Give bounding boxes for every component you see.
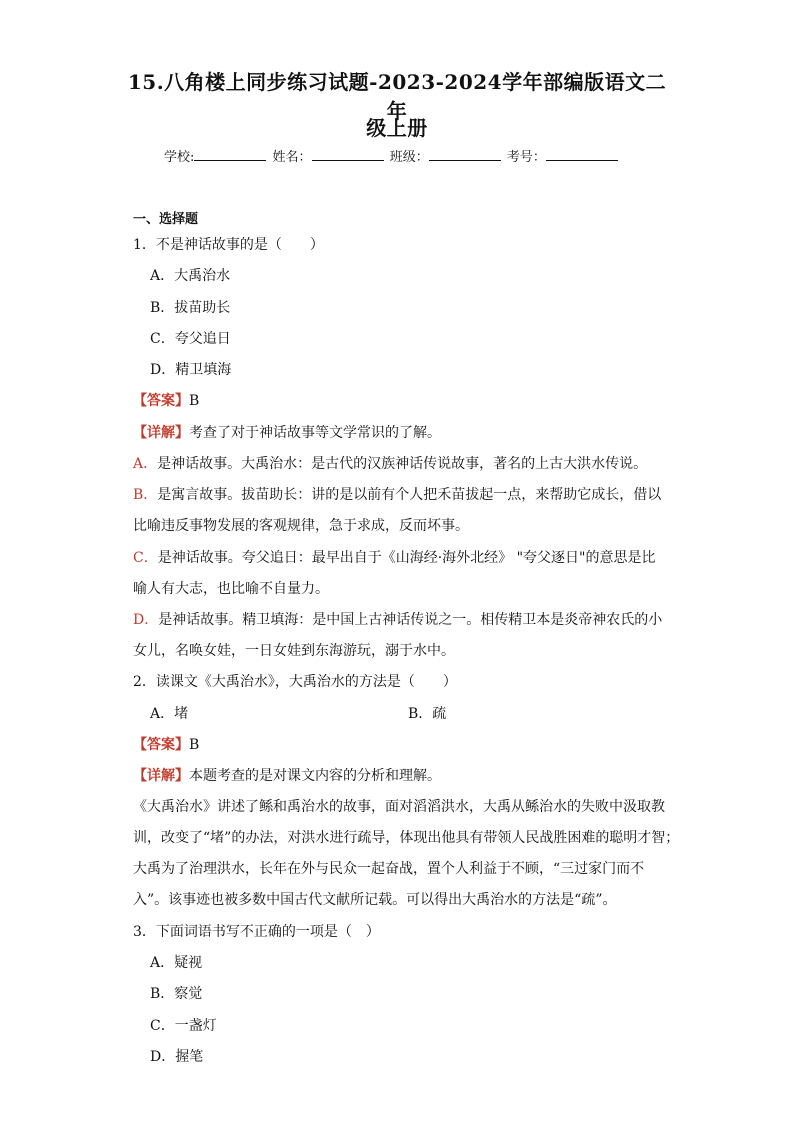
q3-option-c: C．一盏灯 bbox=[150, 1018, 217, 1034]
q2-option-b: B．疏 bbox=[408, 706, 447, 722]
exam-number-blank bbox=[546, 148, 618, 161]
school-blank bbox=[194, 148, 266, 161]
answer-tag: 【答案】 bbox=[133, 737, 189, 753]
q1-explain-b-cont: 比喻违反事物发展的客观规律，急于求成，反而坏事。 bbox=[133, 518, 469, 534]
q2-explain-line: 训，改变了“堵”的办法，对洪水进行疏导，体现出他具有带领人民战胜困难的聪明才智； bbox=[133, 830, 680, 846]
q2-explain-line: 大禹为了治理洪水，长年在外与民众一起奋战，置个人利益于不顾，“三过家门而不 bbox=[133, 861, 645, 877]
detail-tag: 【详解】 bbox=[133, 768, 189, 784]
explain-prefix: C． bbox=[133, 550, 158, 566]
page-title: 15.八角楼上同步练习试题-2023-2024学年部编版语文二年 bbox=[127, 70, 667, 123]
q1-explain-c-cont: 喻人有大志，也比喻不自量力。 bbox=[133, 581, 329, 597]
answer-tag: 【答案】 bbox=[133, 393, 189, 409]
q1-answer bbox=[133, 390, 199, 410]
q1-explain-d-cont: 女儿，名唤女娃，一日女娃到东海游玩，溺于水中。 bbox=[133, 643, 455, 659]
explain-text: 是神话故事。大禹治水：是古代的汉族神话传说故事，著名的上古大洪水传说。 bbox=[157, 456, 648, 472]
class-blank bbox=[429, 148, 501, 161]
q2-explain-line: 入”。该事迹也被多数中国古代文献所记载。可以得出大禹治水的方法是“疏”。 bbox=[133, 892, 617, 908]
school-label: 学校: bbox=[164, 150, 195, 165]
q1-explain-d bbox=[133, 609, 662, 629]
q1-explain-a bbox=[133, 453, 647, 473]
question-2-stem: 2．读课文《大禹治水》，大禹治水的方法是（ ） bbox=[133, 674, 457, 690]
q1-explain-c bbox=[133, 547, 656, 567]
name-label: 姓名： bbox=[272, 150, 312, 165]
q1-answer-value: B bbox=[189, 393, 200, 409]
q1-option-b: B．拔苗助长 bbox=[150, 300, 231, 316]
q1-detail bbox=[133, 422, 441, 442]
explain-prefix: D． bbox=[133, 612, 159, 628]
q3-option-a: A．疑视 bbox=[150, 955, 203, 971]
q2-detail bbox=[133, 765, 441, 785]
q1-option-c: C．夸父追日 bbox=[150, 331, 231, 347]
q1-option-a: A．大禹治水 bbox=[150, 268, 231, 284]
q2-detail-text: 本题考查的是对课文内容的分析和理解。 bbox=[189, 768, 441, 784]
explain-prefix: A． bbox=[133, 456, 158, 472]
q3-option-d: D．握笔 bbox=[150, 1049, 204, 1065]
q2-explain-line: 《大禹治水》讲述了鲧和禹治水的故事，面对滔滔洪水，大禹从鲧治水的失败中汲取教 bbox=[133, 799, 665, 815]
exam-number-label: 考号： bbox=[506, 150, 546, 165]
q1-option-d: D．精卫填海 bbox=[150, 362, 232, 378]
detail-tag: 【详解】 bbox=[133, 425, 189, 441]
question-1-stem: 1．不是神话故事的是（ ） bbox=[133, 237, 324, 253]
explain-prefix: B． bbox=[133, 487, 158, 503]
class-label: 班级： bbox=[389, 150, 429, 165]
question-3-stem: 3．下面词语书写不正确的一项是（ ） bbox=[133, 924, 380, 940]
explain-text: 是神话故事。精卫填海：是中国上古神话传说之一。相传精卫本是炎帝神农氏的小 bbox=[158, 612, 663, 628]
page-title-continued: 级上册 bbox=[366, 116, 428, 140]
section-heading: 一、选择题 bbox=[133, 212, 199, 227]
student-info-line bbox=[164, 146, 620, 165]
explain-text: 是寓言故事。拔苗助长：讲的是以前有个人把禾苗拔起一点，来帮助它成长，借以 bbox=[157, 487, 662, 503]
q2-answer-value: B bbox=[189, 737, 200, 753]
name-blank bbox=[312, 148, 384, 161]
explain-text: 是神话故事。夸父追日：最早出自于《山海经·海外北经》 "夸父逐日"的意思是比 bbox=[157, 550, 656, 566]
q1-detail-text: 考查了对于神话故事等文学常识的了解。 bbox=[189, 425, 441, 441]
q2-answer bbox=[133, 734, 199, 754]
q2-option-a: A．堵 bbox=[150, 706, 189, 722]
q1-explain-b bbox=[133, 484, 661, 504]
q3-option-b: B．察觉 bbox=[150, 986, 203, 1002]
